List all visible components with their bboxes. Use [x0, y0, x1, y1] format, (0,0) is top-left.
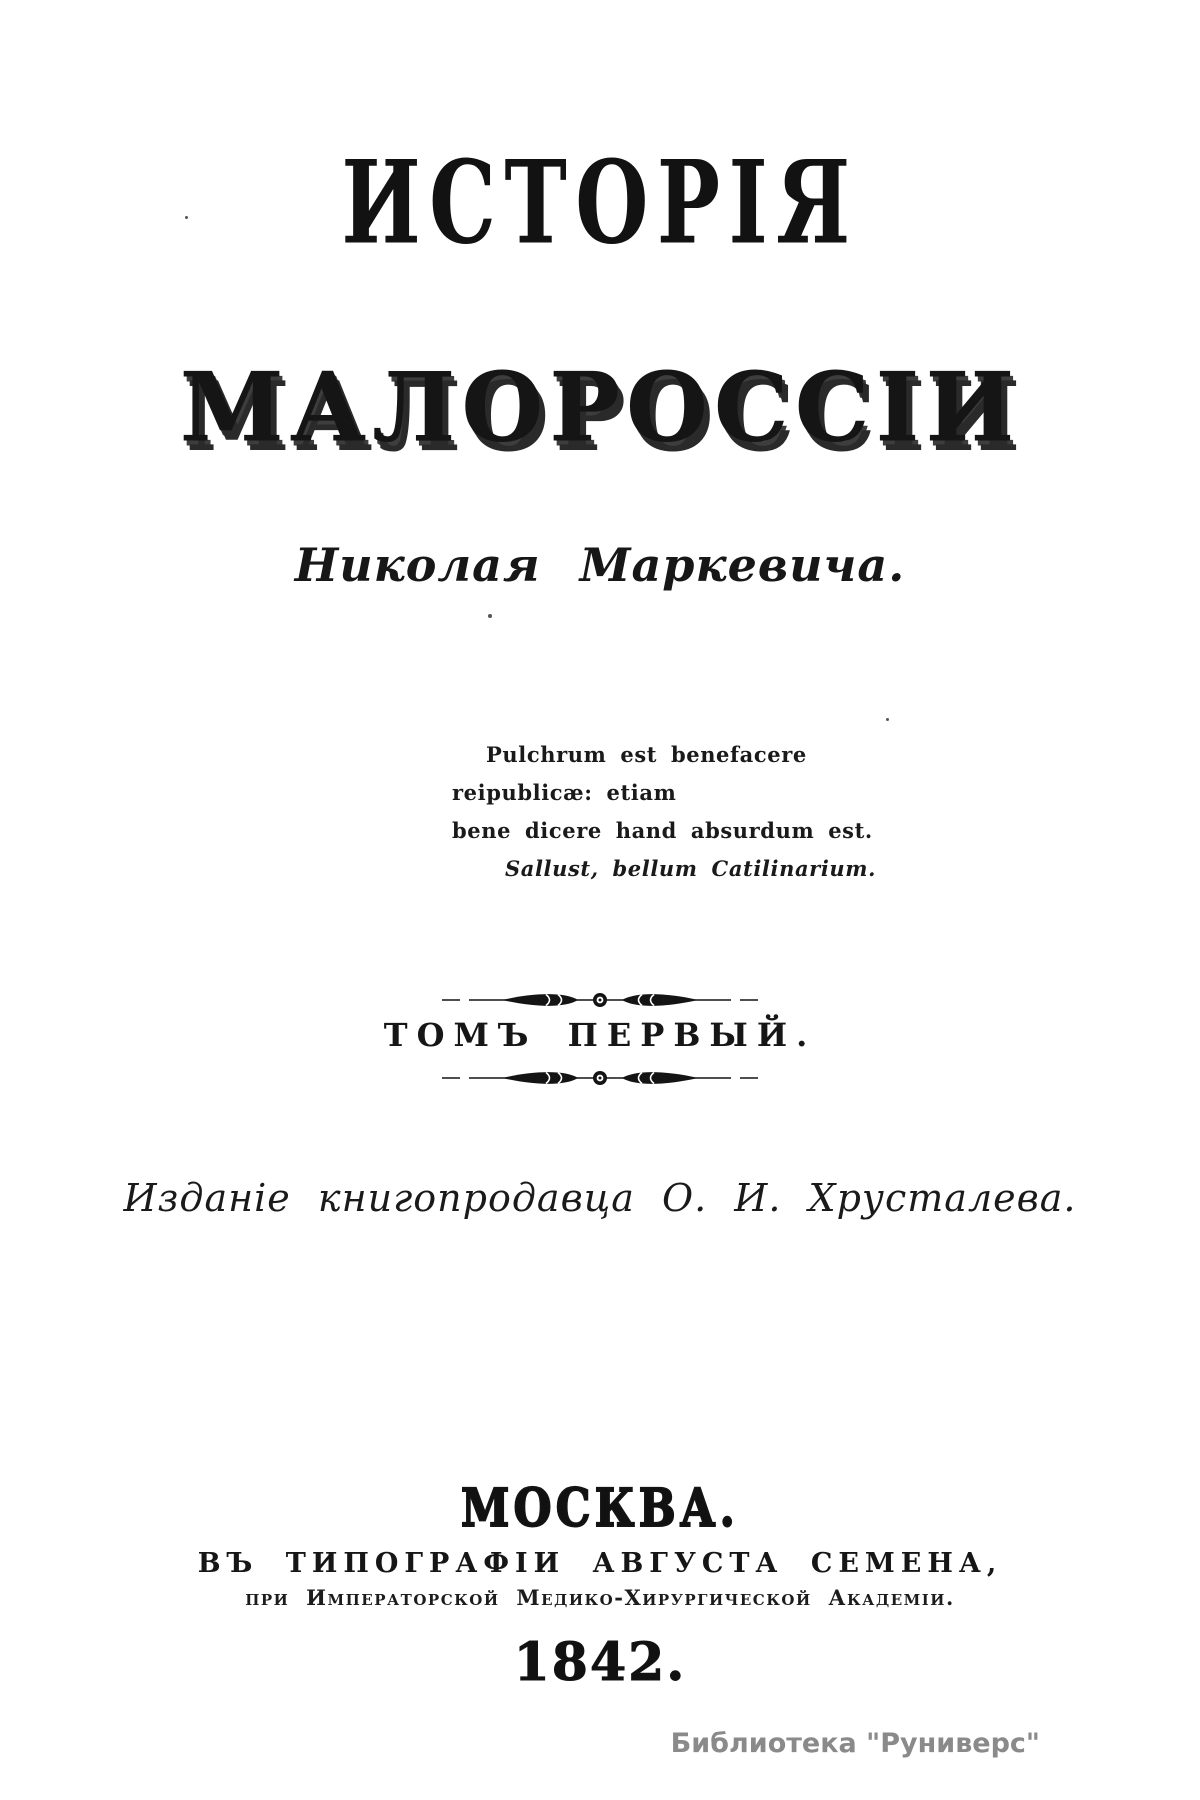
ornament-rule-icon: [440, 1068, 760, 1088]
imprint-year: 1842.: [513, 1632, 687, 1693]
library-watermark: Библиотека "Руниверс": [670, 1728, 1040, 1759]
ornament-rule-icon: [440, 990, 760, 1010]
book-title: ИСТОРІЯ: [341, 135, 859, 270]
ornamental-divider-top: [440, 990, 760, 1014]
author-name: Николая Маркевича.: [294, 538, 906, 592]
book-subtitle-ornamental: МАЛОРОССІИ: [179, 351, 1021, 465]
scan-speck: [185, 216, 188, 219]
epigraph-line-1: Pulchrum est benefacere reipublicæ: etiam: [452, 742, 807, 805]
edition-statement: Изданіе книгопродавца О. И. Хрусталева.: [123, 1176, 1077, 1220]
imprint-printer: ВЪ ТИПОГРАФІИ АВГУСТА СЕМЕНА,: [197, 1548, 1003, 1579]
imprint-academy: при Императорской Медико-Хирургической Академіи.: [245, 1585, 955, 1610]
epigraph-line-2: bene dicere hand absurdum est.: [452, 818, 873, 843]
scan-speck: [488, 614, 492, 618]
scan-speck: [886, 718, 889, 721]
latin-epigraph: [452, 736, 882, 888]
imprint-city: МОСКВА.: [460, 1478, 740, 1539]
volume-heading: ТОМЪ ПЕРВЫЙ.: [383, 1016, 817, 1054]
ornamental-divider-bottom: [440, 1068, 760, 1092]
epigraph-attribution: Sallust, bellum Catilinarium.: [504, 856, 876, 881]
